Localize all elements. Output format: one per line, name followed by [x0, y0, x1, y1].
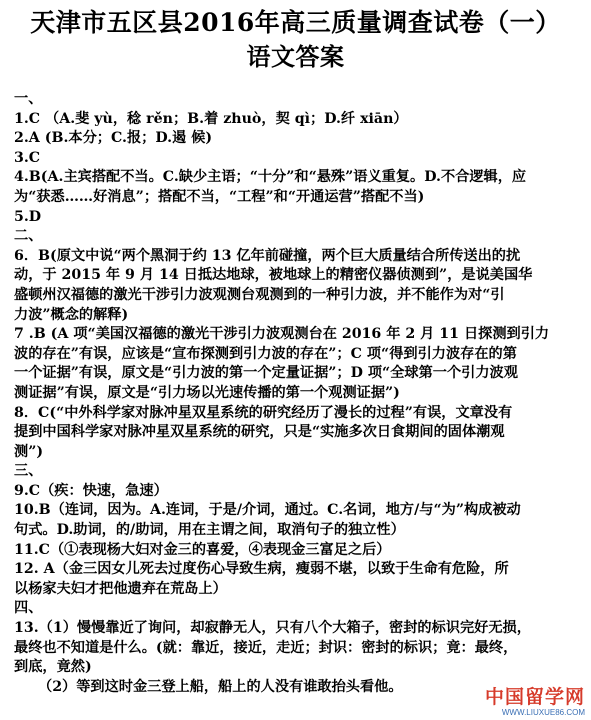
answer-line: 波的存在”有误，应该是“宣布探测到引力波的存在”；C 项“得到引力波存在的第: [14, 345, 517, 362]
watermark-name: 中国留学网: [484, 687, 585, 708]
answer-line: 最终也不知道是什么。(就：靠近，接近，走近；封识：密封的标识；竟：最终，: [14, 639, 518, 656]
answer-line: 7 .B (A 项“美国汉福德的激光干涉引力波观测台在 2016 年 2 月 11 日探测到引力: [14, 326, 550, 343]
answer-line: 测证据”有误，原文是“引力场以光速传播的第一个观测证据”): [14, 384, 400, 401]
answer-line: 4.B(A.主宾搭配不当。C.缺少主语；“十分”和“悬殊”语义重复。D.不合逻辑，应: [14, 169, 527, 186]
answer-line: 12. A（金三因女儿死去过度伤心导致生病，瘦弱不堪，以致于生命有危险，所: [14, 561, 509, 578]
answer-line: 11.C（①表现杨大妇对金三的喜爱，④表现金三富足之后）: [14, 541, 391, 558]
answer-line: 3.C: [14, 149, 41, 166]
section-heading-3: 三、: [14, 463, 43, 480]
answer-line: 为“获悉……好消息”；搭配不当，“工程”和“开通运营”搭配不当): [14, 188, 425, 205]
answer-line: 以杨家夫妇才把他遗弃在荒岛上）: [14, 580, 227, 597]
answer-line: 提到中国科学家对脉冲星双星系统的研究，只是“实施多次日食期间的固体潮观: [14, 424, 505, 441]
document-title: 天津市五区县2016年高三质量调查试卷（一）: [30, 8, 561, 37]
document-subtitle: 语文答案: [246, 42, 345, 71]
answer-line: 6．B(原文中说“两个黑洞于约 13 亿年前碰撞，两个巨大质量结合所传送出的扰: [14, 247, 521, 264]
answer-line: 句式。D.助词，的/助词，用在主谓之间，取消句子的独立性）: [14, 522, 405, 539]
answer-line: 一个证据”有误，原文是“引力波的第一个定量证据”；D 项“全球第一个引力波观: [14, 365, 518, 382]
site-watermark: [471, 686, 591, 720]
answer-line: 13.（1）慢慢靠近了询问，却寂静无人，只有八个大箱子，密封的标识完好无损，: [14, 620, 531, 637]
answer-line: （2）等到这时金三登上船，船上的人没有谁敢抬头看他。: [38, 678, 403, 695]
answer-line: 测”): [14, 443, 44, 460]
answer-line: 5.D: [14, 208, 42, 225]
answer-line: 1.C （A.斐 yù，稔 rěn；B.着 zhuò，契 qì；D.纤 xiān）: [14, 110, 408, 127]
section-heading-4: 四、: [14, 600, 43, 617]
watermark-url: WWW.LIUXUE86.COM: [501, 708, 585, 717]
section-heading-1: 一、: [14, 91, 43, 107]
answer-line: 到底，竟然): [14, 659, 92, 676]
answer-line: 2.A (B.本分；C.报；D.遏 候): [14, 130, 213, 147]
answer-line: 9.C（疾：快速，急速）: [14, 482, 168, 499]
answer-line: 动，于 2015 年 9 月 14 日抵达地球，被地球上的精密仪器侦测到”，是说美国华: [14, 267, 533, 284]
answer-line: 盛顿州汉福德的激光干涉引力波观测台观测到的一种引力波，并不能作为对“引: [14, 286, 505, 303]
answer-line: 力波”概念的解释): [14, 306, 129, 323]
answer-body: [14, 90, 579, 697]
answer-line: 10.B（连词，因为。A.连词，于是/介词，通过。C.名词，地方/与“为”构成被动: [14, 502, 521, 519]
answer-line: 8．C(“中外科学家对脉冲星双星系统的研究经历了漫长的过程”有误，文章没有: [14, 404, 513, 421]
section-heading-2: 二、: [14, 228, 43, 245]
